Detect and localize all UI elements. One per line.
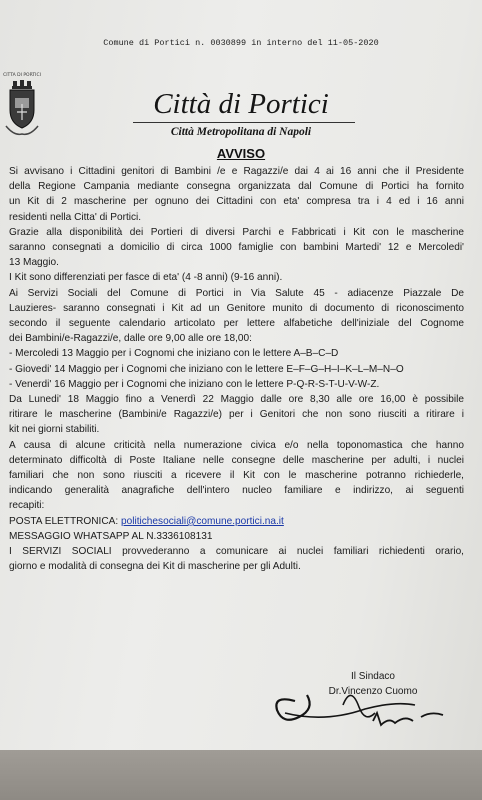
signature-name: Dr.Vincenzo Cuomo bbox=[328, 686, 418, 697]
notice-body bbox=[9, 164, 464, 574]
floor-background bbox=[0, 750, 482, 800]
protocol-stamp: Comune di Portici n. 0030899 in interno del 11-05-2020 bbox=[103, 38, 379, 48]
notice-line: secondo il seguente calendario articolato per lettere alfabetiche dell'iniziale del Cognome bbox=[9, 318, 464, 330]
email-label: POSTA ELETTRONICA: bbox=[9, 515, 119, 527]
email-line bbox=[9, 514, 464, 529]
notice-line: - Giovedi' 14 Maggio per i Cognomi che iniziano con le lettere E–F–G–H–I–K–L–M–N–O bbox=[9, 363, 404, 375]
notice-line: I SERVIZI SOCIALI provvederanno a comunicare ai nuclei familiari richiedenti orario, bbox=[9, 546, 464, 558]
notice-line: Grazie alla disponibilità dei Portieri di diversi Parchi e Fabbricati i Kit con le mascherine bbox=[9, 226, 464, 238]
notice-line: Lauzieres- saranno consegnati i Kit ad un Genitore munito di documento di riconoscimento bbox=[9, 302, 464, 314]
notice-line: Ai Servizi Sociali del Comune di Portici in Via Salute 45 - adiacenze Piazzale De bbox=[9, 287, 464, 299]
notice-line: - Venerdi' 16 Maggio per i Cognomi che iniziano con le lettere P-Q-R-S-T-U-V-W-Z. bbox=[9, 378, 380, 390]
notice-line: dei Bambini/e-Ragazzi/e, dalle ore 9,00 alle ore 18,00: bbox=[9, 333, 252, 345]
notice-line: I Kit sono differenziati per fasce di eta' (4 -8 anni) (9-16 anni). bbox=[9, 272, 283, 284]
handwritten-signature bbox=[255, 665, 455, 745]
notice-line: della Regione Campania mediante consegna organizzata dal Comune di Portici ha fornito bbox=[9, 181, 464, 193]
title-rule bbox=[133, 122, 355, 123]
notice-line: giorno e modalità di consegna dei Kit di mascherine per gli Adulti. bbox=[9, 561, 301, 573]
notice-line: residenti nella Citta' di Portici. bbox=[9, 211, 142, 223]
whatsapp-line: MESSAGGIO WHATSAPP AL N.3336108131 bbox=[9, 530, 213, 542]
notice-line: indicando generalità anagrafiche dell'intero nucleo familiare e indirizzo, ai seguenti bbox=[9, 485, 464, 497]
svg-text:CITTA DI PORTICI: CITTA DI PORTICI bbox=[3, 73, 41, 78]
notice-heading: AVVISO bbox=[216, 146, 266, 161]
signature-role: Il Sindaco bbox=[351, 671, 395, 682]
notice-line: - Mercoledi 13 Maggio per i Cognomi che iniziano con le lettere A–B–C–D bbox=[9, 348, 339, 360]
closing-paragraph bbox=[9, 544, 464, 574]
notice-line: Da Lunedi' 18 Maggio fino a Venerdì 22 Maggio dalle ore 8,30 alle ore 16,00 è possibile bbox=[9, 394, 464, 406]
notice-line: determinato difficoltà di Poste Italiane nelle consegne delle mascherine per adulti, i nuclei bbox=[9, 454, 464, 466]
city-title: Città di Portici bbox=[153, 88, 329, 120]
notice-line: saranno consegnati a domicilio di circa 1000 famiglie con bambini Martedi' 12 e Mercoledi' bbox=[9, 242, 464, 254]
notice-line: un Kit di 2 mascherine per ognuno dei Cittadini con eta' compresa tra i 4 ed i 16 anni bbox=[9, 196, 464, 208]
notice-line: recapiti: bbox=[9, 500, 45, 512]
email-link[interactable]: politichesociali@comune.portici.na.it bbox=[121, 515, 284, 527]
notice-line: Si avvisano i Cittadini genitori di Bambini /e e Ragazzi/e dai 4 ai 16 anni che il Presidente bbox=[9, 166, 464, 177]
city-subtitle: Città Metropolitana di Napoli bbox=[170, 126, 312, 138]
notice-line: kit nei giorni stabiliti. bbox=[9, 424, 100, 436]
notice-line: A causa di alcune criticità nella numerazione civica e/o nella toponomastica che hanno bbox=[9, 439, 464, 451]
notice-line: familiari che non sono riusciti a ricevere il Kit con le mascherine potranno richiederle, bbox=[9, 470, 464, 482]
notice-line: 13 Maggio. bbox=[9, 257, 59, 269]
notice-paragraphs bbox=[9, 164, 464, 514]
notice-line: ritirare le mascherine (Bambini/e Ragazzi/e) per i Genitori che non sono riusciti a ritirare i bbox=[9, 409, 464, 421]
